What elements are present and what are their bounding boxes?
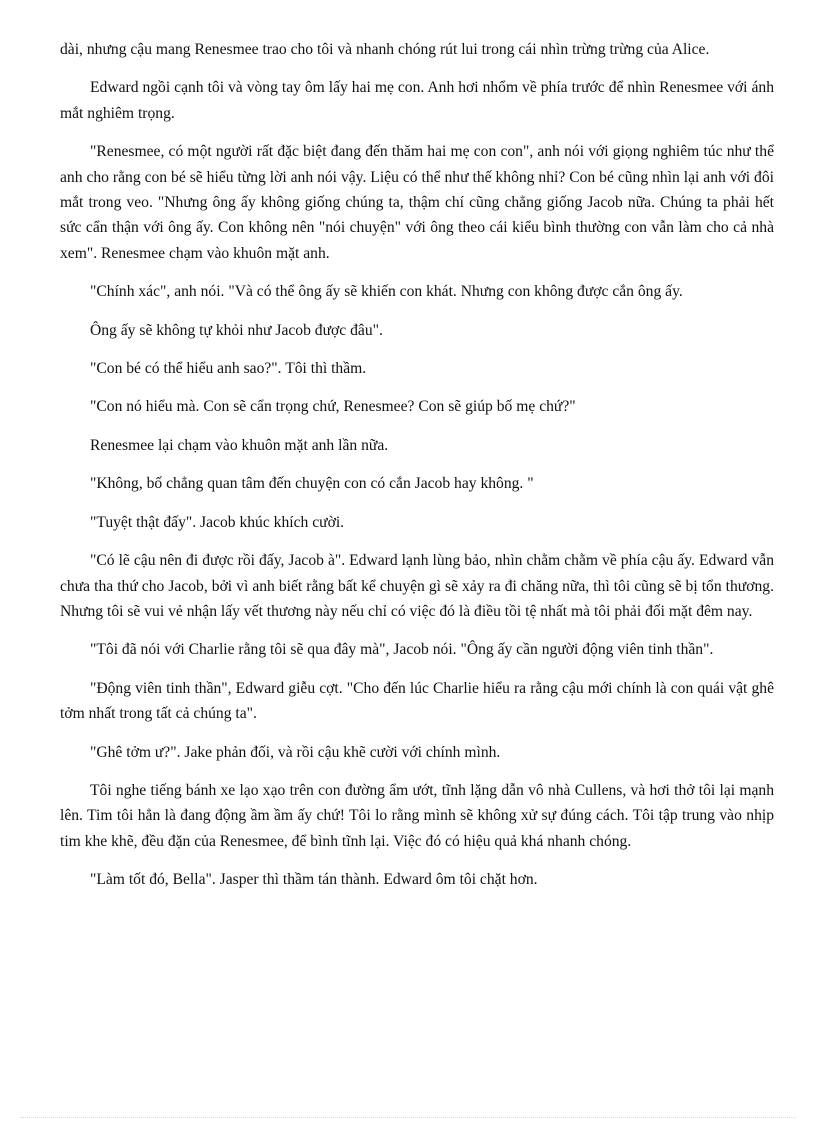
paragraph-9: "Không, bố chẳng quan tâm đến chuyện con có cắn Jacob hay không. " — [90, 475, 534, 493]
document-page — [60, 37, 774, 906]
paragraph-3: "Renesmee, có một người rất đặc biệt đang đến thăm hai mẹ con con", anh nói với giọng nghiêm túc như thể anh cho rằng con bé sẽ hiểu từng lời anh nói vậy. Liệu có thể như thế không nhỉ? Con bé cũng nhìn lại anh với đôi mắt trong veo. "Nhưng ông ấy không giống chúng ta, thậm chí cũng chẳng giống Jacob nữa. Chúng ta phải hết sức cẩn thận với ông ấy. Con không nên "nói chuyện" với ông theo cái kiểu bình thường con vẫn làm cho cả nhà xem". Renesmee chạm vào khuôn mặt anh. — [60, 143, 774, 262]
paragraph-16: "Làm tốt đó, Bella". Jasper thì thầm tán thành. Edward ôm tôi chặt hơn. — [90, 871, 538, 889]
paragraph-6: "Con bé có thể hiểu anh sao?". Tôi thì thầm. — [90, 360, 367, 378]
paragraph-1: dài, nhưng cậu mang Renesmee trao cho tôi và nhanh chóng rút lui trong cái nhìn trừng trừng của Alice. — [60, 41, 710, 58]
paragraph-13: "Động viên tinh thần", Edward giễu cợt. "Cho đến lúc Charlie hiểu ra rằng cậu mới chính là con quái vật ghê tởm nhất trong tất cả chúng ta". — [60, 679, 774, 723]
paragraph-12: "Tôi đã nói với Charlie rằng tôi sẽ qua đây mà", Jacob nói. "Ông ấy cần người động viên tinh thần". — [90, 641, 714, 659]
page-bottom-divider — [20, 1117, 796, 1118]
paragraph-8: Renesmee lại chạm vào khuôn mặt anh lần nữa. — [90, 436, 389, 454]
paragraph-7: "Con nó hiểu mà. Con sẽ cẩn trọng chứ, Renesmee? Con sẽ giúp bố mẹ chứ?" — [90, 398, 576, 416]
paragraph-10: "Tuyệt thật đấy". Jacob khúc khích cười. — [90, 513, 345, 531]
paragraph-5: Ông ấy sẽ không tự khỏi như Jacob được đâu". — [90, 321, 383, 339]
paragraph-11: "Có lẽ cậu nên đi được rồi đấy, Jacob à". Edward lạnh lùng bảo, nhìn chằm chằm về phía cậu ấy. Edward vẫn chưa tha thứ cho Jacob, bởi vì anh biết rằng bất kể chuyện gì sẽ xảy ra đi chăng nữa, thì tôi cũng sẽ bị tổn thương. Nhưng tôi sẽ vui vẻ nhận lấy vết thương này nếu chỉ có việc đó là điều tồi tệ nhất mà tôi phải đối mặt đêm nay. — [60, 552, 774, 620]
paragraph-15: Tôi nghe tiếng bánh xe lạo xạo trên con đường ẩm ướt, tĩnh lặng dẫn vô nhà Cullens, và hơi thở tôi lại mạnh lên. Tim tôi hẳn là đang động ầm ầm ấy chứ! Tôi lo rằng mình sẽ không xử sự đúng cách. Tôi tập trung vào nhịp tim khe khẽ, đều đặn của Renesmee, để bình tĩnh lại. Việc đó có hiệu quả khá nhanh chóng. — [60, 781, 774, 850]
paragraph-4: "Chính xác", anh nói. "Và có thể ông ấy sẽ khiến con khát. Nhưng con không được cắn ông ấy. — [90, 283, 683, 301]
paragraph-14: "Ghê tởm ư?". Jake phản đối, và rồi cậu khẽ cười với chính mình. — [90, 743, 501, 761]
paragraph-2: Edward ngồi cạnh tôi và vòng tay ôm lấy hai mẹ con. Anh hơi nhổm về phía trước để nhìn Renesmee với ánh mắt nghiêm trọng. — [60, 79, 774, 122]
